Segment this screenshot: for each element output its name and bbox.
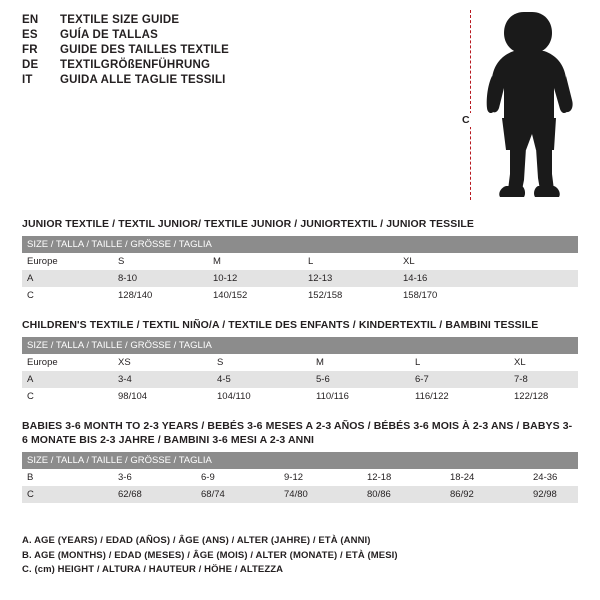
header-title-text: GUIDE DES TAILLES TEXTILE xyxy=(60,44,229,56)
row-label: C xyxy=(22,287,113,304)
header-title-text: GUIDA ALLE TAGLIE TESSILI xyxy=(60,74,226,86)
table-header-label: SIZE / TALLA / TAILLE / GRÖSSE / TAGLIA xyxy=(22,452,578,469)
cell: XS xyxy=(113,354,212,371)
header-title-text: TEXTILGRÖßENFÜHRUNG xyxy=(60,59,211,71)
row-label: C xyxy=(22,486,113,503)
header-title-text: TEXTILE SIZE GUIDE xyxy=(60,14,180,26)
table-header-row xyxy=(22,337,578,354)
legend-line-a: A. AGE (YEARS) / EDAD (AÑOS) / ÂGE (ANS) / ALTER (JAHRE) / ETÀ (ANNI) xyxy=(22,535,371,546)
table-row xyxy=(22,287,578,304)
table-row xyxy=(22,270,578,287)
cell: 12-18 xyxy=(362,469,445,486)
cell: 9-12 xyxy=(279,469,362,486)
legend-line-b: B. AGE (MONTHS) / EDAD (MESES) / ÂGE (MOIS) / ALTER (MONATE) / ETÀ (MESI) xyxy=(22,549,398,561)
row-label: Europe xyxy=(22,354,113,371)
legend-line-c: C. (cm) HEIGHT / ALTURA / HAUTEUR / HÖHE / ALTEZZA xyxy=(22,564,284,575)
table-junior-textile xyxy=(22,236,578,304)
cell: 110/116 xyxy=(311,388,410,405)
cell: 62/68 xyxy=(113,486,196,503)
cell: 116/122 xyxy=(410,388,509,405)
cell: M xyxy=(208,253,303,270)
measure-label-c: C xyxy=(462,114,470,126)
section-title-babies: BABIES 3-6 MONTH TO 2-3 YEARS / BEBÉS 3-6 MESES A 2-3 AÑOS / BÉBÉS 3-6 MOIS À 2-3 ANS / BABYS 3-6 MONATE BIS 2-3 JAHRE / BAMBINI 3-6 MESI A 2-3 ANNI xyxy=(22,420,573,446)
cell: 104/110 xyxy=(212,388,311,405)
table-row xyxy=(22,469,578,486)
cell: 5-6 xyxy=(311,371,410,388)
cell: 68/74 xyxy=(196,486,279,503)
cell: 140/152 xyxy=(208,287,303,304)
row-label: B xyxy=(22,469,113,486)
header-row xyxy=(22,44,442,56)
cell: 10-12 xyxy=(208,270,303,287)
section-title-junior: JUNIOR TEXTILE / TEXTIL JUNIOR/ TEXTILE JUNIOR / JUNIORTEXTIL / JUNIOR TESSILE xyxy=(22,218,474,230)
table-row xyxy=(22,388,578,405)
row-label: C xyxy=(22,388,113,405)
header-lang-code: IT xyxy=(22,74,33,86)
cell: 80/86 xyxy=(362,486,445,503)
cell: S xyxy=(113,253,208,270)
header-title-text: GUÍA DE TALLAS xyxy=(60,29,158,41)
table-header-row xyxy=(22,236,578,253)
toddler-silhouette-icon xyxy=(480,8,592,203)
cell: 18-24 xyxy=(445,469,528,486)
cell: 98/104 xyxy=(113,388,212,405)
cell: 6-7 xyxy=(410,371,509,388)
cell: XL xyxy=(398,253,578,270)
header-lang-code: EN xyxy=(22,14,39,26)
cell: 24-36 xyxy=(528,469,578,486)
row-label: A xyxy=(22,270,113,287)
header-row xyxy=(22,14,442,26)
cell: 3-4 xyxy=(113,371,212,388)
cell: M xyxy=(311,354,410,371)
cell: 8-10 xyxy=(113,270,208,287)
cell: 3-6 xyxy=(113,469,196,486)
figure-area xyxy=(452,8,592,203)
table-header-row xyxy=(22,452,578,469)
table-header-label: SIZE / TALLA / TAILLE / GRÖSSE / TAGLIA xyxy=(22,236,578,253)
cell: 158/170 xyxy=(398,287,578,304)
table-babies-textile xyxy=(22,452,578,503)
cell: L xyxy=(410,354,509,371)
height-measure-line xyxy=(470,10,471,200)
header-row xyxy=(22,29,442,41)
cell: 12-13 xyxy=(303,270,398,287)
table-children-textile xyxy=(22,337,578,405)
header-row xyxy=(22,59,442,71)
cell: 7-8 xyxy=(509,371,578,388)
header-titles xyxy=(22,14,442,89)
table-row xyxy=(22,486,578,503)
header-lang-code: DE xyxy=(22,59,39,71)
section-title-children: CHILDREN'S TEXTILE / TEXTIL NIÑO/A / TEXTILE DES ENFANTS / KINDERTEXTIL / BAMBINI TESSILE xyxy=(22,319,539,331)
table-header-label: SIZE / TALLA / TAILLE / GRÖSSE / TAGLIA xyxy=(22,337,578,354)
cell: XL xyxy=(509,354,578,371)
cell: 6-9 xyxy=(196,469,279,486)
row-label: A xyxy=(22,371,113,388)
cell: 122/128 xyxy=(509,388,578,405)
header-row xyxy=(22,74,442,86)
header-lang-code: ES xyxy=(22,29,38,41)
table-row xyxy=(22,253,578,270)
legend xyxy=(22,534,398,578)
table-row xyxy=(22,354,578,371)
cell: 86/92 xyxy=(445,486,528,503)
cell: S xyxy=(212,354,311,371)
cell: 14-16 xyxy=(398,270,578,287)
cell: L xyxy=(303,253,398,270)
row-label: Europe xyxy=(22,253,113,270)
cell: 4-5 xyxy=(212,371,311,388)
cell: 128/140 xyxy=(113,287,208,304)
table-row xyxy=(22,371,578,388)
cell: 74/80 xyxy=(279,486,362,503)
cell: 92/98 xyxy=(528,486,578,503)
cell: 152/158 xyxy=(303,287,398,304)
header-lang-code: FR xyxy=(22,44,38,56)
